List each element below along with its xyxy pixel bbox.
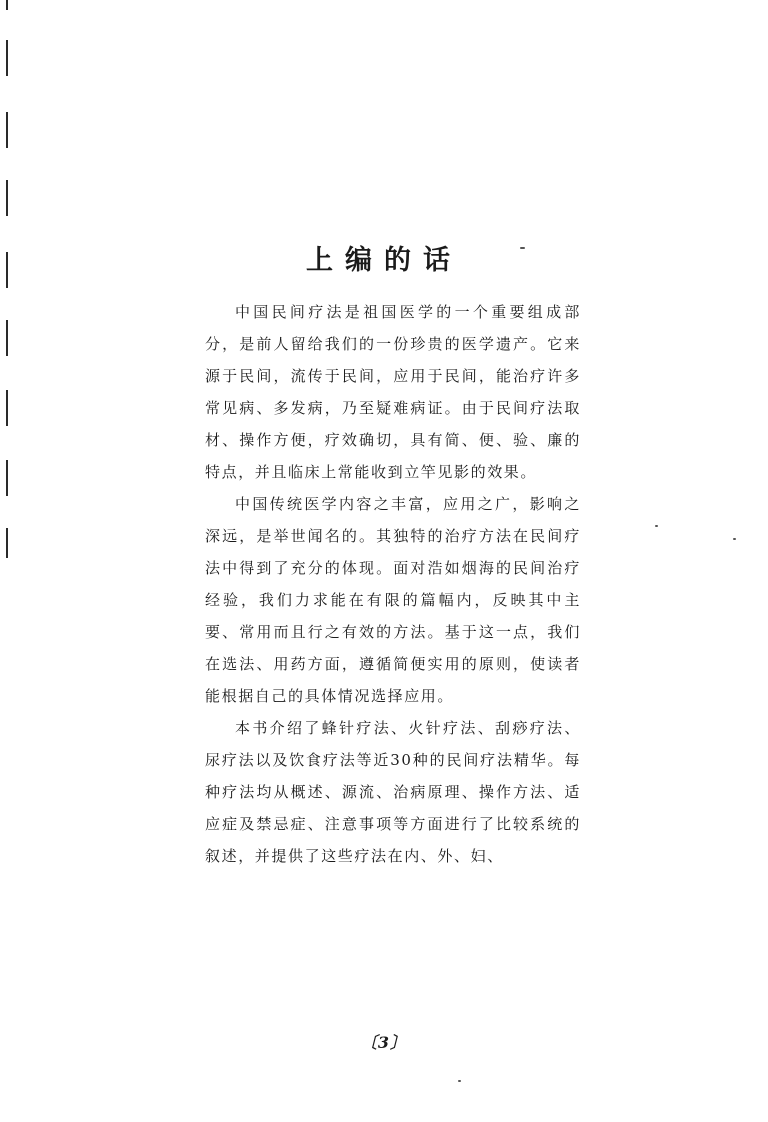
scan-speck <box>655 525 658 527</box>
binding-mark <box>6 320 8 356</box>
paragraph: 中国传统医学内容之丰富，应用之广，影响之深远，是举世闻名的。其独特的治疗方法在民间疗法中得到了充分的体现。面对浩如烟海的民间治疗经验，我们力求能在有限的篇幅内，反映其中主要、常用而且行之有效的方法。基于这一点，我们在选法、用药方面，遵循简便实用的原则，使读者能根据自己的具体情况选择应用。 <box>205 495 581 705</box>
page-number: 〔3〕 <box>360 1033 408 1052</box>
scan-speck <box>458 1080 461 1082</box>
page-title: 上编的话 <box>306 245 462 276</box>
binding-mark <box>6 0 8 10</box>
binding-mark <box>6 40 8 76</box>
binding-mark <box>6 180 8 216</box>
scan-speck <box>733 538 736 540</box>
paragraph: 中国民间疗法是祖国医学的一个重要组成部分，是前人留给我们的一份珍贵的医学遗产。它来源于民间，流传于民间，应用于民间，能治疗许多常见病、多发病，乃至疑难病证。由于民间疗法取材、操作方便，疗效确切，具有简、便、验、廉的特点，并且临床上常能收到立竿见影的效果。 <box>205 303 581 481</box>
binding-mark <box>6 390 8 426</box>
body-text <box>205 296 581 872</box>
paragraph: 本书介绍了蜂针疗法、火针疗法、刮痧疗法、尿疗法以及饮食疗法等近30种的民间疗法精华。每种疗法均从概述、源流、治病原理、操作方法、适应症及禁忌症、注意事项等方面进行了比较系统的叙述，并提供了这些疗法在内、外、妇、 <box>205 719 581 865</box>
binding-mark <box>6 528 8 558</box>
binding-mark <box>6 460 8 496</box>
binding-mark <box>6 112 8 148</box>
